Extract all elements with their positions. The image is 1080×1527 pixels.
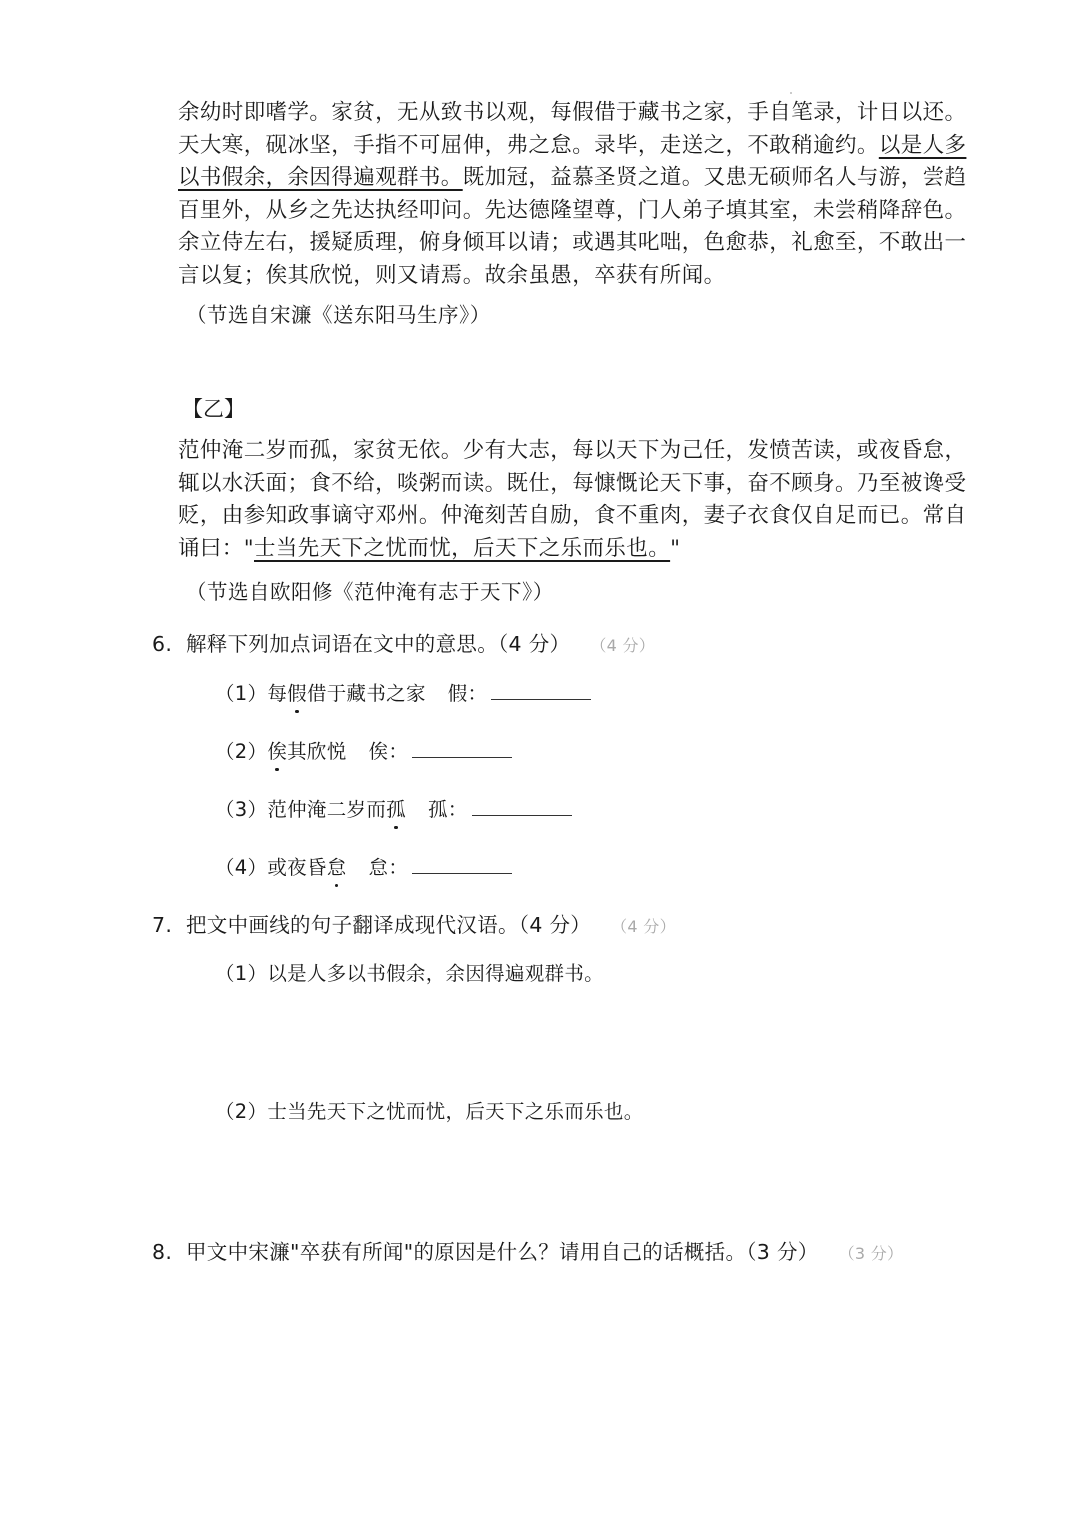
answer-blank[interactable] bbox=[412, 872, 512, 874]
item-number: （1） bbox=[215, 962, 268, 985]
q6-item-1 bbox=[215, 678, 591, 706]
question-number: 6. bbox=[152, 632, 173, 656]
item-term: 怠： bbox=[368, 856, 409, 879]
item-text-pre: 或夜昏 bbox=[267, 856, 327, 879]
item-number: （2） bbox=[215, 740, 268, 763]
passage-b-heading: 【乙】 bbox=[182, 397, 245, 421]
score-hint: （4 分） bbox=[619, 917, 676, 936]
passage-a-source: （节选自宋濂《送东阳马生序》） bbox=[186, 303, 491, 327]
item-number: （4） bbox=[215, 856, 268, 879]
q7-item-1 bbox=[215, 958, 604, 986]
item-text-post: 其欣悦 bbox=[287, 740, 347, 763]
question-6 bbox=[152, 627, 655, 657]
item-text-pre: 范仲淹二岁而 bbox=[267, 798, 387, 821]
question-7 bbox=[152, 908, 676, 938]
passage-a-text-2: 既加冠，益慕圣贤之道。又患无硕师名人与游，尝趋百里外，从乡之先达执经叩问。先达德隆望尊，门人弟子填其室，未尝稍降辞色。余立侍左右，援疑质理，俯身倾耳以请；或遇其叱咄，色愈恭，礼愈至，不敢出一言以复；俟其欣悦，则又请焉。故余虽愚，卒获有所闻。 bbox=[178, 165, 967, 288]
question-text: 解释下列加点词语在文中的意思。（4 分） bbox=[186, 632, 571, 656]
item-text: 士当先天下之忧而忧，后天下之乐而乐也。 bbox=[267, 1100, 644, 1123]
dotted-char: 假 bbox=[287, 678, 307, 706]
passage-b-text-1: 范仲淹二岁而孤，家贫无依。少有大志，每以天下为己任，发愤苦读，或夜昏怠，辄以水沃面；食不给，啖粥而读。既仕，每慷慨论天下事，奋不顾身。乃至被谗受贬，由参知政事谪守邓州。仲淹刻苦自励，食不重肉，妻子衣食仅自足而已。常自诵曰：" bbox=[178, 438, 967, 561]
question-text: 甲文中宋濂"卒获有所闻"的原因是什么？请用自己的话概括。（3 分） bbox=[186, 1240, 819, 1264]
dotted-char: 俟 bbox=[267, 736, 287, 764]
score-hint: （3 分） bbox=[846, 1244, 904, 1263]
passage-b-source: （节选自欧阳修《范仲淹有志于天下》） bbox=[186, 580, 554, 604]
item-text-post: 借于藏书之家 bbox=[306, 682, 426, 705]
question-text: 把文中画线的句子翻译成现代汉语。（4 分） bbox=[186, 913, 592, 937]
q7-item-2 bbox=[215, 1096, 644, 1124]
question-number: 8. bbox=[152, 1240, 173, 1264]
score-hint: （4 分） bbox=[598, 636, 656, 655]
q6-item-4 bbox=[215, 852, 512, 880]
item-text-pre: 每 bbox=[267, 682, 288, 705]
passage-b-text-2: " bbox=[670, 535, 681, 561]
answer-blank[interactable] bbox=[472, 814, 572, 816]
passage-b-underlined-sentence: 士当先天下之忧而忧，后天下之乐而乐也。 bbox=[254, 535, 671, 561]
item-number: （2） bbox=[215, 1100, 268, 1123]
scan-speck bbox=[790, 92, 792, 94]
question-8 bbox=[152, 1235, 903, 1265]
passage-a-underlined-sentence: 以是人多以书假余，余因得遍观群书。 bbox=[178, 132, 967, 190]
passage-a-text-1: 余幼时即嗜学。家贫，无从致书以观，每假借于藏书之家，手自笔录，计日以还。天大寒，砚冰坚，手指不可屈伸，弗之怠。录毕，走送之，不敢稍逾约。 bbox=[178, 100, 967, 158]
passage-b bbox=[178, 435, 973, 565]
dotted-char: 孤 bbox=[386, 794, 406, 822]
answer-blank[interactable] bbox=[412, 756, 512, 758]
item-number: （3） bbox=[215, 798, 268, 821]
item-number: （1） bbox=[215, 682, 268, 705]
answer-blank[interactable] bbox=[491, 698, 591, 700]
q6-item-3 bbox=[215, 794, 572, 822]
passage-a bbox=[178, 97, 973, 292]
dotted-char: 怠 bbox=[327, 852, 347, 880]
item-term: 孤： bbox=[427, 798, 468, 821]
q6-item-2 bbox=[215, 736, 512, 764]
item-text: 以是人多以书假余，余因得遍观群书。 bbox=[267, 962, 604, 985]
question-number: 7. bbox=[152, 913, 173, 937]
item-term: 俟： bbox=[368, 740, 409, 763]
item-term: 假： bbox=[447, 682, 488, 705]
